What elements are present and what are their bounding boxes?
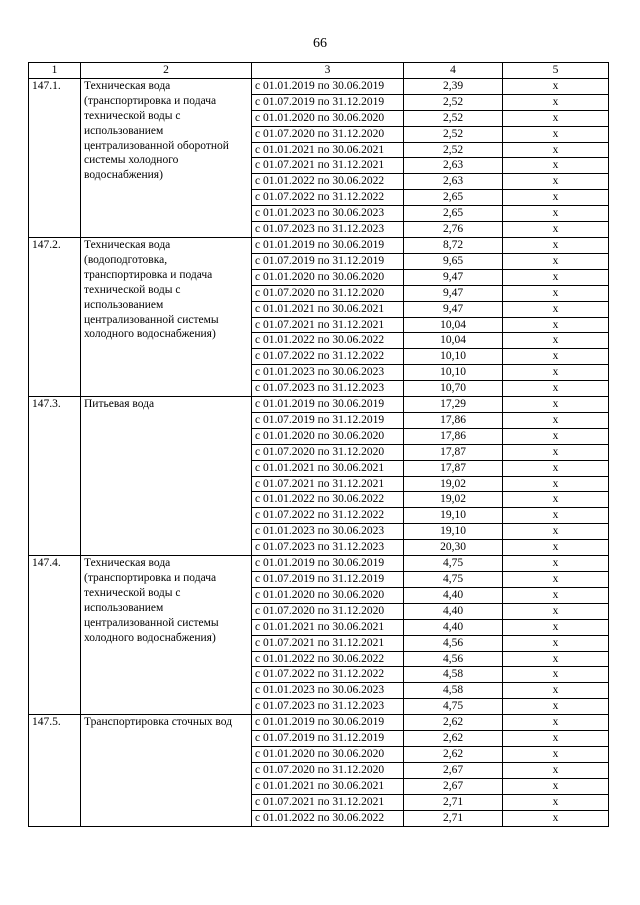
value-cell: 2,71 — [404, 810, 503, 826]
period-cell: с 01.01.2021 по 30.06.2021 — [252, 142, 404, 158]
mark-cell: х — [503, 492, 609, 508]
mark-cell: х — [503, 317, 609, 333]
mark-cell: х — [503, 794, 609, 810]
table-header — [29, 63, 609, 79]
mark-cell: х — [503, 190, 609, 206]
period-cell: с 01.07.2019 по 31.12.2019 — [252, 572, 404, 588]
value-cell: 2,67 — [404, 762, 503, 778]
value-cell: 2,76 — [404, 222, 503, 238]
value-cell: 2,71 — [404, 794, 503, 810]
table-row — [29, 556, 609, 572]
period-cell: с 01.07.2020 по 31.12.2020 — [252, 285, 404, 301]
mark-cell: х — [503, 381, 609, 397]
value-cell: 4,58 — [404, 683, 503, 699]
table-row — [29, 237, 609, 253]
period-cell: с 01.07.2023 по 31.12.2023 — [252, 222, 404, 238]
table-row — [29, 397, 609, 413]
table-row — [29, 715, 609, 731]
value-cell: 4,40 — [404, 587, 503, 603]
period-cell: с 01.01.2022 по 30.06.2022 — [252, 174, 404, 190]
value-cell: 19,10 — [404, 524, 503, 540]
item-description: Техническая вода (транспортировка и подача технической воды с использованием централизованной системы холодного водоснабжения) — [81, 556, 252, 715]
value-cell: 9,47 — [404, 269, 503, 285]
mark-cell: х — [503, 619, 609, 635]
period-cell: с 01.07.2022 по 31.12.2022 — [252, 190, 404, 206]
table-body — [29, 78, 609, 826]
period-cell: с 01.01.2020 по 30.06.2020 — [252, 587, 404, 603]
value-cell: 2,63 — [404, 158, 503, 174]
item-number: 147.1. — [29, 78, 81, 237]
value-cell: 2,52 — [404, 142, 503, 158]
value-cell: 8,72 — [404, 237, 503, 253]
period-cell: с 01.07.2022 по 31.12.2022 — [252, 508, 404, 524]
period-cell: с 01.07.2023 по 31.12.2023 — [252, 381, 404, 397]
mark-cell: х — [503, 412, 609, 428]
value-cell: 4,40 — [404, 603, 503, 619]
period-cell: с 01.07.2021 по 31.12.2021 — [252, 794, 404, 810]
value-cell: 17,86 — [404, 428, 503, 444]
value-cell: 2,52 — [404, 126, 503, 142]
period-cell: с 01.01.2019 по 30.06.2019 — [252, 556, 404, 572]
value-cell: 10,10 — [404, 349, 503, 365]
mark-cell: х — [503, 142, 609, 158]
mark-cell: х — [503, 572, 609, 588]
mark-cell: х — [503, 174, 609, 190]
value-cell: 2,62 — [404, 715, 503, 731]
period-cell: с 01.07.2023 по 31.12.2023 — [252, 540, 404, 556]
mark-cell: х — [503, 810, 609, 826]
value-cell: 9,47 — [404, 285, 503, 301]
item-description: Техническая вода (транспортировка и подача технической воды с использованием централизованной оборотной системы холодного водоснабжения) — [81, 78, 252, 237]
header-cell-4: 4 — [404, 63, 503, 79]
period-cell: с 01.07.2021 по 31.12.2021 — [252, 317, 404, 333]
value-cell: 2,52 — [404, 94, 503, 110]
period-cell: с 01.07.2022 по 31.12.2022 — [252, 667, 404, 683]
tariff-table — [28, 62, 609, 827]
value-cell: 2,52 — [404, 110, 503, 126]
header-cell-1: 1 — [29, 63, 81, 79]
period-cell: с 01.01.2021 по 30.06.2021 — [252, 778, 404, 794]
mark-cell: х — [503, 524, 609, 540]
mark-cell: х — [503, 603, 609, 619]
item-description: Техническая вода (водоподготовка, транспортировка и подача технической воды с использованием централизованной системы холодного водоснабжения) — [81, 237, 252, 396]
value-cell: 2,62 — [404, 731, 503, 747]
mark-cell: х — [503, 301, 609, 317]
value-cell: 10,04 — [404, 333, 503, 349]
period-cell: с 01.01.2023 по 30.06.2023 — [252, 365, 404, 381]
period-cell: с 01.07.2019 по 31.12.2019 — [252, 253, 404, 269]
value-cell: 17,87 — [404, 460, 503, 476]
value-cell: 4,58 — [404, 667, 503, 683]
value-cell: 17,87 — [404, 444, 503, 460]
value-cell: 19,02 — [404, 492, 503, 508]
value-cell: 2,62 — [404, 746, 503, 762]
mark-cell: х — [503, 746, 609, 762]
period-cell: с 01.07.2020 по 31.12.2020 — [252, 762, 404, 778]
mark-cell: х — [503, 460, 609, 476]
period-cell: с 01.07.2019 по 31.12.2019 — [252, 412, 404, 428]
period-cell: с 01.01.2021 по 30.06.2021 — [252, 619, 404, 635]
mark-cell: х — [503, 110, 609, 126]
item-description: Питьевая вода — [81, 397, 252, 556]
value-cell: 17,86 — [404, 412, 503, 428]
mark-cell: х — [503, 731, 609, 747]
period-cell: с 01.01.2019 по 30.06.2019 — [252, 237, 404, 253]
mark-cell: х — [503, 556, 609, 572]
mark-cell: х — [503, 126, 609, 142]
item-description: Транспортировка сточных вод — [81, 715, 252, 826]
period-cell: с 01.01.2019 по 30.06.2019 — [252, 715, 404, 731]
header-cell-2: 2 — [81, 63, 252, 79]
period-cell: с 01.07.2023 по 31.12.2023 — [252, 699, 404, 715]
table-row — [29, 78, 609, 94]
page-number: 66 — [313, 36, 327, 51]
mark-cell: х — [503, 715, 609, 731]
header-row — [29, 63, 609, 79]
mark-cell: х — [503, 762, 609, 778]
mark-cell: х — [503, 94, 609, 110]
mark-cell: х — [503, 476, 609, 492]
period-cell: с 01.07.2020 по 31.12.2020 — [252, 126, 404, 142]
item-number: 147.3. — [29, 397, 81, 556]
value-cell: 2,65 — [404, 206, 503, 222]
period-cell: с 01.01.2020 по 30.06.2020 — [252, 428, 404, 444]
period-cell: с 01.01.2022 по 30.06.2022 — [252, 651, 404, 667]
mark-cell: х — [503, 667, 609, 683]
mark-cell: х — [503, 683, 609, 699]
mark-cell: х — [503, 269, 609, 285]
value-cell: 4,75 — [404, 699, 503, 715]
mark-cell: х — [503, 349, 609, 365]
mark-cell: х — [503, 397, 609, 413]
period-cell: с 01.01.2022 по 30.06.2022 — [252, 492, 404, 508]
mark-cell: х — [503, 158, 609, 174]
value-cell: 10,10 — [404, 365, 503, 381]
mark-cell: х — [503, 428, 609, 444]
mark-cell: х — [503, 444, 609, 460]
mark-cell: х — [503, 651, 609, 667]
item-number: 147.5. — [29, 715, 81, 826]
mark-cell: х — [503, 587, 609, 603]
mark-cell: х — [503, 333, 609, 349]
mark-cell: х — [503, 365, 609, 381]
item-number: 147.2. — [29, 237, 81, 396]
mark-cell: х — [503, 699, 609, 715]
period-cell: с 01.07.2021 по 31.12.2021 — [252, 158, 404, 174]
value-cell: 2,67 — [404, 778, 503, 794]
value-cell: 9,47 — [404, 301, 503, 317]
value-cell: 10,70 — [404, 381, 503, 397]
value-cell: 4,75 — [404, 556, 503, 572]
value-cell: 19,02 — [404, 476, 503, 492]
value-cell: 9,65 — [404, 253, 503, 269]
period-cell: с 01.01.2022 по 30.06.2022 — [252, 333, 404, 349]
period-cell: с 01.01.2019 по 30.06.2019 — [252, 78, 404, 94]
period-cell: с 01.07.2021 по 31.12.2021 — [252, 635, 404, 651]
mark-cell: х — [503, 778, 609, 794]
value-cell: 2,65 — [404, 190, 503, 206]
period-cell: с 01.01.2020 по 30.06.2020 — [252, 269, 404, 285]
period-cell: с 01.07.2020 по 31.12.2020 — [252, 603, 404, 619]
period-cell: с 01.07.2019 по 31.12.2019 — [252, 94, 404, 110]
period-cell: с 01.07.2019 по 31.12.2019 — [252, 731, 404, 747]
value-cell: 4,75 — [404, 572, 503, 588]
header-cell-5: 5 — [503, 63, 609, 79]
period-cell: с 01.01.2020 по 30.06.2020 — [252, 746, 404, 762]
mark-cell: х — [503, 222, 609, 238]
period-cell: с 01.01.2021 по 30.06.2021 — [252, 460, 404, 476]
mark-cell: х — [503, 635, 609, 651]
period-cell: с 01.01.2020 по 30.06.2020 — [252, 110, 404, 126]
value-cell: 10,04 — [404, 317, 503, 333]
header-cell-3: 3 — [252, 63, 404, 79]
period-cell: с 01.01.2019 по 30.06.2019 — [252, 397, 404, 413]
item-number: 147.4. — [29, 556, 81, 715]
value-cell: 2,39 — [404, 78, 503, 94]
mark-cell: х — [503, 508, 609, 524]
value-cell: 4,40 — [404, 619, 503, 635]
mark-cell: х — [503, 78, 609, 94]
period-cell: с 01.07.2021 по 31.12.2021 — [252, 476, 404, 492]
value-cell: 4,56 — [404, 651, 503, 667]
period-cell: с 01.07.2020 по 31.12.2020 — [252, 444, 404, 460]
value-cell: 17,29 — [404, 397, 503, 413]
period-cell: с 01.01.2023 по 30.06.2023 — [252, 683, 404, 699]
period-cell: с 01.07.2022 по 31.12.2022 — [252, 349, 404, 365]
value-cell: 19,10 — [404, 508, 503, 524]
mark-cell: х — [503, 206, 609, 222]
mark-cell: х — [503, 253, 609, 269]
period-cell: с 01.01.2023 по 30.06.2023 — [252, 206, 404, 222]
period-cell: с 01.01.2021 по 30.06.2021 — [252, 301, 404, 317]
period-cell: с 01.01.2022 по 30.06.2022 — [252, 810, 404, 826]
value-cell: 2,63 — [404, 174, 503, 190]
mark-cell: х — [503, 285, 609, 301]
value-cell: 20,30 — [404, 540, 503, 556]
value-cell: 4,56 — [404, 635, 503, 651]
mark-cell: х — [503, 237, 609, 253]
period-cell: с 01.01.2023 по 30.06.2023 — [252, 524, 404, 540]
mark-cell: х — [503, 540, 609, 556]
